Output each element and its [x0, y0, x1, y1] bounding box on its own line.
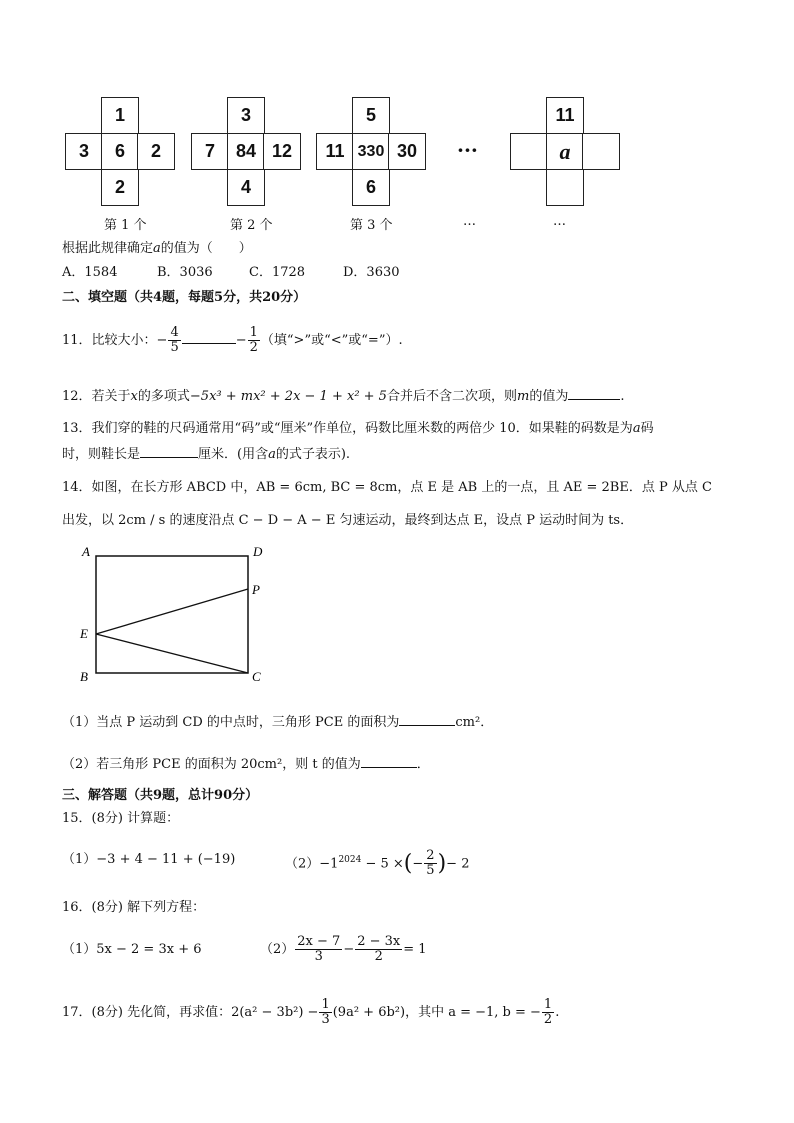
caption-ellipsis: …: [463, 214, 476, 229]
cell-bottom: 6: [352, 169, 390, 206]
q13-answer-blank[interactable]: [140, 444, 198, 458]
q14-line-2: 出发，以 2cm / s 的速度沿点 C − D − A − E 匀速运动，最终到达点 E，设点 P 运动时间为 ts．: [62, 513, 634, 528]
cell-top: 1: [101, 97, 139, 134]
cell-right: 12: [263, 133, 301, 170]
section-3-heading: 三、解答题（共9题，总计90分）: [62, 788, 259, 803]
q10-stem: 根据此规律确定a的值为（ ）: [62, 241, 252, 256]
cell-bottom: 4: [227, 169, 265, 206]
label-b: B: [80, 669, 88, 684]
cell-right: 2: [137, 133, 175, 170]
q17-fraction-1: $\frac{1}{3}$: [321, 997, 330, 1027]
q14-sub-1: （1）当点 P 运动到 CD 的中点时，三角形 PCE 的面积为 cm²．: [62, 712, 493, 732]
q16-fraction-1: $\frac{2x - 7}{3}$: [297, 934, 341, 964]
cell-left: 3: [65, 133, 103, 170]
cell-left: 7: [191, 133, 229, 170]
q13-line-2: 时，则鞋长是 厘米．(用含a的式子表示).: [62, 444, 350, 464]
cell-top: 3: [227, 97, 265, 134]
q15-part-1: （1）−3 + 4 − 11 + (−19): [62, 852, 236, 867]
cell-right: 30: [388, 133, 426, 170]
cell-top: 11: [546, 97, 584, 134]
cell-bottom: [546, 169, 584, 206]
q16-part-1: （1）5x − 2 = 3x + 6: [62, 942, 202, 957]
q16-fraction-2: $\frac{2 - 3x}{2}$: [357, 934, 401, 964]
q16-part-2: （2） $\frac{2x - 7}{3}$ − $\frac{2 - 3x}{2}$ = 1: [260, 934, 427, 964]
q12-answer-blank[interactable]: [568, 386, 620, 400]
q11: 11．比较大小：− $\frac{4}{5}$ − $\frac{1}{2}$ （填“>”或“<”或“=”）.: [62, 325, 403, 355]
cell-center: 6: [101, 133, 139, 170]
cell-left: 11: [316, 133, 354, 170]
q16-stem: 16．(8分) 解下列方程：: [62, 900, 206, 915]
cell-center: 330: [352, 133, 390, 170]
segment-ec: [96, 634, 248, 673]
cell-center: a: [546, 133, 584, 170]
q15-stem: 15．(8分) 计算题：: [62, 811, 180, 826]
segment-ep: [96, 589, 248, 634]
q10-option-c: C．1728: [249, 265, 306, 280]
figure-caption-2: 第 2 个: [230, 218, 273, 233]
label-e: E: [80, 626, 88, 641]
q15-fraction: $\frac{2}{5}$: [426, 848, 435, 879]
q17: 17．(8分) 先化简，再求值：2(a² − 3b²) − $\frac{1}{3}$ (9a² + 6b²)，其中 a = −1, b = − $\frac{1}{2}$ .: [62, 997, 560, 1027]
figure-caption-1: 第 1 个: [104, 218, 147, 233]
cell-right: [582, 133, 620, 170]
q14-sub1-answer-blank[interactable]: [399, 712, 455, 726]
label-c: C: [252, 669, 261, 684]
label-p: P: [252, 582, 260, 597]
rectangle-abcd: [96, 556, 248, 673]
q11-answer-blank[interactable]: [182, 330, 236, 344]
cell-center: 84: [227, 133, 265, 170]
rectangle-diagram: [70, 540, 280, 690]
cell-left: [510, 133, 548, 170]
q13-line-1: 13．我们穿的鞋的尺码通常用“码”或“厘米”作单位，码数比厘米数的两倍少 10．如果鞋的码数是为a码: [62, 421, 654, 436]
cell-top: 5: [352, 97, 390, 134]
q10-option-a: A．1584: [62, 265, 118, 280]
figure-caption-4: …: [553, 214, 566, 229]
q14-line-1: 14．如图，在长方形 ABCD 中，AB = 6cm, BC = 8cm，点 E 是 AB 上的一点，且 AE = 2BE．点 P 从点 C: [62, 480, 712, 495]
q14-sub2-answer-blank[interactable]: [361, 754, 417, 768]
q12: 12．若关于x的多项式−5x³ + mx² + 2x − 1 + x² + 5合并后不含二次项，则m的值为 .: [62, 386, 624, 406]
section-2-heading: 二、填空题（共4题，每题5分，共20分）: [62, 290, 307, 305]
q10-option-d: D．3630: [343, 265, 400, 280]
cell-bottom: 2: [101, 169, 139, 206]
q10-option-b: B．3036: [157, 265, 213, 280]
figure-caption-3: 第 3 个: [350, 218, 393, 233]
q17-fraction-2: $\frac{1}{2}$: [543, 997, 553, 1027]
label-d: D: [253, 544, 263, 559]
q11-fraction-2: $\frac{1}{2}$: [249, 325, 258, 355]
q11-fraction-1: $\frac{4}{5}$: [170, 325, 179, 355]
q14-sub-2: （2）若三角形 PCE 的面积为 20cm²，则 t 的值为 ．: [62, 754, 430, 774]
q15-part-2: $(2)-1^{2024} - 5$ ×(− $\frac{2}{5}$ )− 2: [285, 848, 470, 879]
label-a: A: [82, 544, 90, 559]
pattern-ellipsis: ···: [457, 138, 478, 162]
